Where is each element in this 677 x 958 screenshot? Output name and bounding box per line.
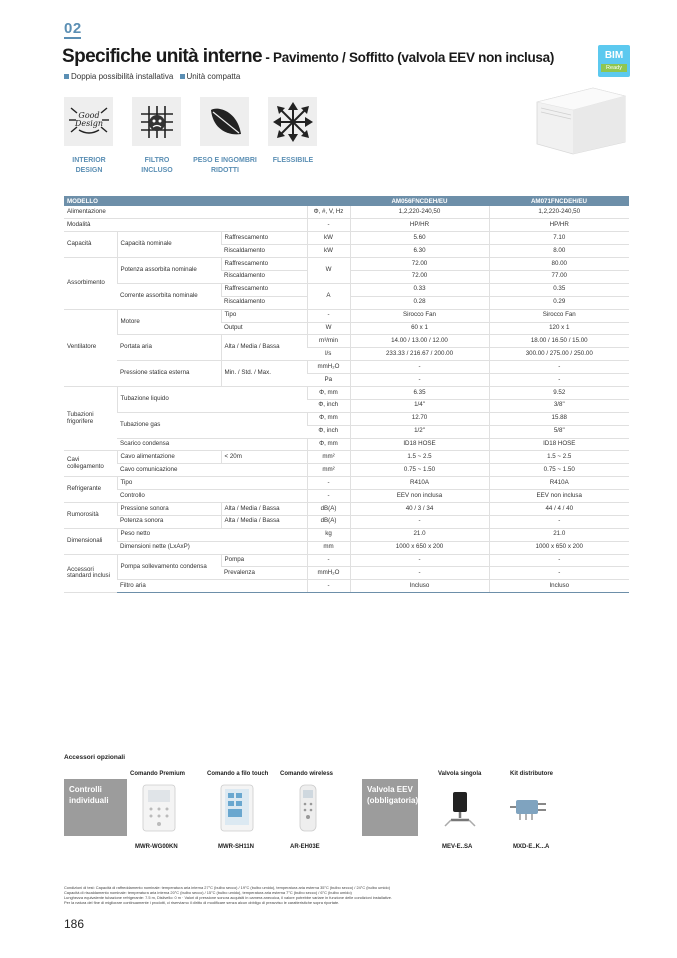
detail-label: Raffrescamento: [221, 283, 307, 296]
sub-label: Dimensioni nette (LxAxP): [117, 541, 307, 554]
accessory-code: MEV-E..SA: [442, 844, 473, 850]
sub-label: Capacità nominale: [117, 232, 221, 258]
row-unit: mm²: [307, 464, 350, 477]
row-unit: -: [307, 580, 350, 593]
leaf-icon: [200, 97, 249, 146]
sub-label: Pompa sollevamento condensa: [117, 554, 221, 580]
premium-controller-image: [142, 784, 176, 832]
sub-label: Controllo: [117, 490, 307, 503]
value-a: R410A: [350, 477, 489, 490]
row-unit: kg: [307, 528, 350, 541]
svg-text:Good: Good: [77, 110, 100, 120]
value-b: 0.29: [489, 296, 629, 309]
sub-label: Pressione sonora: [117, 502, 221, 515]
good-design-icon: [64, 97, 113, 146]
group-label: Rumorosità: [64, 502, 117, 528]
row-unit: mm²: [307, 451, 350, 464]
table-row: [64, 477, 629, 490]
row-unit: mmH₂O: [307, 361, 350, 374]
row-unit: m³/min: [307, 335, 350, 348]
accessory-name: Comando Premium: [130, 771, 186, 777]
value-a: 72.00: [350, 270, 489, 283]
table-row: [64, 438, 629, 451]
detail-label: Raffrescamento: [221, 232, 307, 245]
value-a: 0.28: [350, 296, 489, 309]
table-row: [64, 309, 629, 322]
value-a: 21.0: [350, 528, 489, 541]
detail-label: Riscaldamento: [221, 270, 307, 283]
row-unit: Φ, inch: [307, 425, 350, 438]
value-b: 18.00 / 16.50 / 15.00: [489, 335, 629, 348]
header-modello: MODELLO: [64, 196, 350, 206]
feature-label-design: INTERIOR DESIGN: [72, 157, 106, 174]
accessory-name: Kit distributore: [510, 771, 553, 777]
bullet-square-icon: [180, 74, 185, 79]
controlli-individuali-panel: Controlli individuali: [64, 779, 127, 836]
row-unit: -: [307, 477, 350, 490]
detail-label: Alta / Media / Bassa: [221, 335, 307, 361]
spec-table: [64, 196, 629, 593]
bullet-item: [180, 72, 241, 81]
table-row: [64, 258, 629, 271]
value-b: 5/8": [489, 425, 629, 438]
detail-label: Tipo: [221, 309, 307, 322]
value-a: HP/HR: [350, 219, 489, 232]
value-a: -: [350, 361, 489, 374]
sub-label: Motore: [117, 309, 221, 335]
value-b: 9.52: [489, 386, 629, 399]
group-label: Dimensionali: [64, 528, 117, 554]
feature-label-filter: FILTRO INCLUSO: [141, 157, 173, 174]
bullet-text: Unità compatta: [186, 72, 241, 81]
section-number: 02: [64, 20, 82, 37]
table-row: [64, 232, 629, 245]
sub-label: Portata aria: [117, 335, 221, 361]
row-unit: dB(A): [307, 502, 350, 515]
row-unit: Φ, mm: [307, 412, 350, 425]
value-a: 72.00: [350, 258, 489, 271]
value-b: 1,2,220-240,50: [489, 206, 629, 219]
accessory-name: Comando a filo touch: [207, 771, 269, 777]
row-unit: Pa: [307, 374, 350, 387]
value-a: 1,2,220-240,50: [350, 206, 489, 219]
value-b: -: [489, 567, 629, 580]
sub-label: Tubazione gas: [117, 412, 307, 438]
sub-label: Potenza sonora: [117, 515, 221, 528]
row-unit: mm: [307, 541, 350, 554]
sub-label: Pressione statica esterna: [117, 361, 221, 387]
accessory-name: Comando wireless: [280, 771, 334, 777]
detail-label: Riscaldamento: [221, 296, 307, 309]
detail-label: Output: [221, 322, 307, 335]
value-a: 6.30: [350, 245, 489, 258]
table-row: [64, 464, 629, 477]
page-title: [62, 46, 554, 68]
row-unit: -: [307, 309, 350, 322]
row-unit: l/s: [307, 348, 350, 361]
distributor-kit-image: [506, 792, 550, 824]
row-label: Alimentazione: [64, 206, 307, 219]
value-a: ID18 HOSE: [350, 438, 489, 451]
value-b: 0.75 ~ 1.50: [489, 464, 629, 477]
footnote-line: Lunghezza equivalente tubazione refrigerante: 7.5 m, Dislivello: 0 m · Valori di pressione sonora acquisiti in camera anecoica, il valore potrebbe variare in funzione delle condizioni installative.: [64, 895, 393, 900]
sub-label: Scarico condensa: [117, 438, 307, 451]
value-b: Sirocco Fan: [489, 309, 629, 322]
value-b: 44 / 4 / 40: [489, 502, 629, 515]
value-a: -: [350, 515, 489, 528]
wireless-remote-image: [298, 784, 318, 832]
sub-label: Peso netto: [117, 528, 307, 541]
value-a: -: [350, 554, 489, 567]
row-unit: Φ, inch: [307, 399, 350, 412]
group-label: Ventilatore: [64, 309, 117, 386]
value-a: 1/4": [350, 399, 489, 412]
value-b: -: [489, 554, 629, 567]
value-a: -: [350, 567, 489, 580]
row-unit: -: [307, 490, 350, 503]
value-b: -: [489, 515, 629, 528]
indoor-unit-image: [533, 82, 629, 157]
feature-bullets: [64, 72, 244, 81]
header-model-b: AM071FNCDEH/EU: [489, 196, 629, 206]
value-b: HP/HR: [489, 219, 629, 232]
flexible-arrows-icon: [268, 97, 317, 146]
table-row: [64, 386, 629, 399]
bullet-text: Doppia possibilità installativa: [71, 72, 174, 81]
value-a: 0.75 ~ 1.50: [350, 464, 489, 477]
row-unit: W: [307, 322, 350, 335]
value-b: 8.00: [489, 245, 629, 258]
table-row: [64, 451, 629, 464]
table-row: [64, 219, 629, 232]
row-unit: kW: [307, 245, 350, 258]
footnotes: [64, 885, 624, 905]
value-a: Sirocco Fan: [350, 309, 489, 322]
value-b: 300.00 / 275.00 / 250.00: [489, 348, 629, 361]
bim-badge: [598, 45, 630, 77]
value-b: 77.00: [489, 270, 629, 283]
row-unit: -: [307, 219, 350, 232]
value-b: 80.00: [489, 258, 629, 271]
row-unit: kW: [307, 232, 350, 245]
sub-label: Tubazione liquido: [117, 386, 307, 412]
bim-sub-label: Ready: [601, 64, 627, 72]
row-unit: A: [307, 283, 350, 309]
sub-label: Cavo comunicazione: [117, 464, 307, 477]
value-b: 15.88: [489, 412, 629, 425]
value-b: 3/8": [489, 399, 629, 412]
accessory-code: MXD-E..K...A: [513, 844, 550, 850]
value-a: 5.60: [350, 232, 489, 245]
value-b: 7.10: [489, 232, 629, 245]
group-label: Refrigerante: [64, 477, 117, 503]
row-unit: Φ, #, V, Hz: [307, 206, 350, 219]
value-a: 6.35: [350, 386, 489, 399]
value-a: Incluso: [350, 580, 489, 593]
value-a: 12.70: [350, 412, 489, 425]
accessory-code: MWR-SH11N: [218, 844, 255, 850]
accessory-code: MWR-WG00KN: [135, 844, 178, 850]
page-number: 186: [64, 917, 85, 931]
detail-label: < 20m: [221, 451, 307, 464]
value-a: 0.33: [350, 283, 489, 296]
sub-label: Tipo: [117, 477, 307, 490]
table-row: [64, 580, 629, 593]
touch-controller-image: [220, 784, 254, 832]
table-row: [64, 528, 629, 541]
value-a: 14.00 / 13.00 / 12.00: [350, 335, 489, 348]
detail-label: Alta / Media / Bassa: [221, 515, 307, 528]
sub-label: Filtro aria: [117, 580, 307, 593]
footnote-line: Condizioni di test: Capacità di raffreddamento nominale: temperatura aria interna 27°C (bulbo secco) / 19°C (bulbo umido), temperatura aria esterna 35°C (bulbo secco) / 24°C (bulbo umido): [64, 885, 391, 890]
value-a: 60 x 1: [350, 322, 489, 335]
table-row: [64, 335, 629, 348]
row-unit: Φ, mm: [307, 386, 350, 399]
detail-label: Pompa: [221, 554, 307, 567]
sub-label: Cavo alimentazione: [117, 451, 221, 464]
table-row: [64, 490, 629, 503]
row-unit: mmH₂O: [307, 567, 350, 580]
table-row: [64, 502, 629, 515]
value-b: Incluso: [489, 580, 629, 593]
value-a: 1000 x 650 x 200: [350, 541, 489, 554]
row-label: Modalità: [64, 219, 307, 232]
title-main: Specifiche unità interne: [62, 46, 262, 67]
header-model-a: AM056FNCDEH/EU: [350, 196, 489, 206]
group-label: Accessori standard inclusi: [64, 554, 117, 593]
footnote-line: Per la natura del fine di migliorare continuamente i prodotti, ci riserviamo il diritto di modificare senza alcun obbligo di preavviso le caratteristiche sopra riportate.: [64, 900, 340, 905]
accessories-title: Accessori opzionali: [64, 754, 126, 761]
value-b: 0.35: [489, 283, 629, 296]
single-valve-image: [443, 788, 477, 828]
value-b: EEV non inclusa: [489, 490, 629, 503]
table-row: [64, 206, 629, 219]
value-b: 1000 x 650 x 200: [489, 541, 629, 554]
value-a: 1.5 ~ 2.5: [350, 451, 489, 464]
value-b: 120 x 1: [489, 322, 629, 335]
detail-label: Min. / Std. / Max.: [221, 361, 307, 387]
detail-label: Prevalenza: [221, 567, 307, 580]
section-rule: [64, 37, 81, 39]
detail-label: Riscaldamento: [221, 245, 307, 258]
filter-icon: [132, 97, 181, 146]
value-b: ID18 HOSE: [489, 438, 629, 451]
row-unit: -: [307, 554, 350, 567]
svg-text:Design: Design: [74, 118, 103, 128]
table-row: [64, 412, 629, 425]
table-header-row: [64, 196, 629, 206]
sub-label: Corrente assorbita nominale: [117, 283, 221, 309]
accessory-code: AR-EH03E: [290, 844, 320, 850]
group-label: Tubazioni frigorifere: [64, 386, 117, 450]
value-a: 40 / 3 / 34: [350, 502, 489, 515]
value-b: 1.5 ~ 2.5: [489, 451, 629, 464]
bullet-item: [64, 72, 173, 81]
row-unit: dB(A): [307, 515, 350, 528]
group-label: Assorbimento: [64, 258, 117, 310]
value-a: 233.33 / 216.67 / 200.00: [350, 348, 489, 361]
value-a: EEV non inclusa: [350, 490, 489, 503]
title-subtitle: - Pavimento / Soffitto (valvola EEV non inclusa): [261, 50, 555, 65]
value-b: -: [489, 374, 629, 387]
footnote-line: Capacità di riscaldamento nominale: temperatura aria interna 20°C (bulbo secco) / 15°C (bulbo umido), temperatura aria esterna 7°C (bulbo secco) / 6°C (bulbo umido): [64, 890, 352, 895]
feature-label-weight: PESO E INGOMBRI RIDOTTI: [193, 157, 257, 174]
value-b: -: [489, 361, 629, 374]
valvola-eev-panel: Valvola EEV (obbligatoria): [362, 779, 418, 836]
table-row: [64, 361, 629, 374]
value-b: 21.0: [489, 528, 629, 541]
table-row: [64, 515, 629, 528]
value-b: R410A: [489, 477, 629, 490]
detail-label: Alta / Media / Bassa: [221, 502, 307, 515]
bullet-square-icon: [64, 74, 69, 79]
table-row: [64, 541, 629, 554]
row-unit: W: [307, 258, 350, 284]
value-a: -: [350, 374, 489, 387]
accessory-name: Valvola singola: [438, 771, 482, 777]
table-row: [64, 283, 629, 296]
group-label: Capacità: [64, 232, 117, 258]
value-a: 1/2": [350, 425, 489, 438]
feature-label-flexible: FLESSIBILE: [272, 157, 314, 164]
group-label: Cavi collegamento: [64, 451, 117, 477]
table-row: [64, 554, 629, 567]
sub-label: Potenza assorbita nominale: [117, 258, 221, 284]
row-unit: Φ, mm: [307, 438, 350, 451]
bim-label: BIM: [604, 50, 624, 61]
detail-label: Raffrescamento: [221, 258, 307, 271]
